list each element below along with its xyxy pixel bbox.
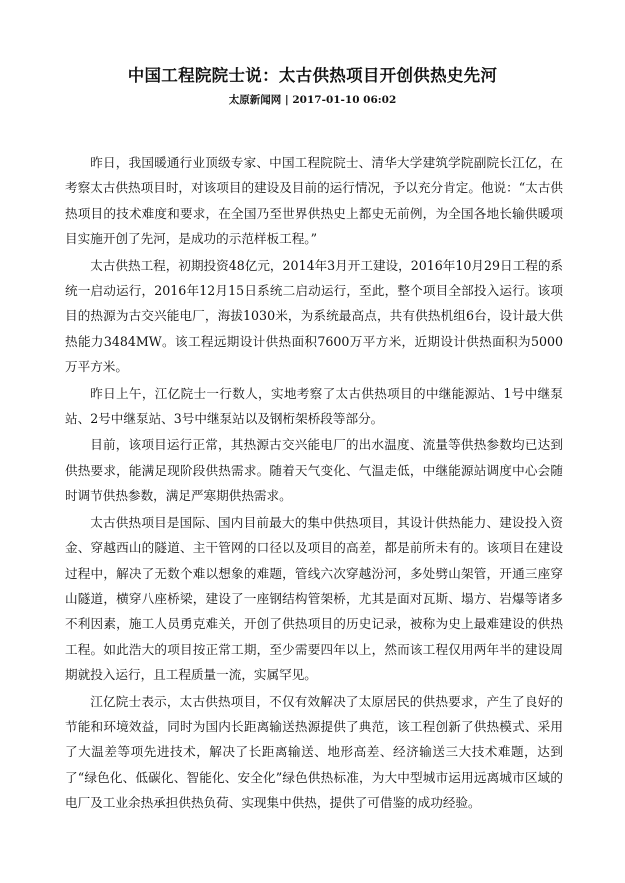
meta-separator: | [284,94,289,106]
paragraph-5: 太古供热项目是国际、国内目前最大的集中供热项目，其设计供热能力、建设投入资金、穿越西山的隧道、主干管网的口径以及项目的高差，都是前所未有的。该项目在建设过程中，解决了无数个难以想象的难题，管线六次穿越汾河，多处劈山架管，开通三座穿山隧道，横穿八座桥梁，建设了一座钢结构管架桥，尤其是面对瓦斯、塌方、岩爆等诸多不利因素，施工人员勇克难关，开创了供热项目的历史记录，被称为史上最难建设的供热工程。如此浩大的项目按正常工期，至少需要四年以上，然而该工程仅用两年半的建设周期就投入运行，且工程质量一流，实属罕见。 [65,514,563,683]
article-title: 中国工程院院士说：太古供热项目开创供热史先河 [127,66,498,85]
paragraph-3: 昨日上午，江亿院士一行数人，实地考察了太古供热项目的中继能源站、1号中继泵站、2号中继泵站、3号中继泵站以及钢桁架桥段等部分。 [65,385,563,427]
article-body [65,150,563,817]
paragraph-2: 太古供热工程，初期投资48亿元，2014年3月开工建设，2016年10月29日工程的系统一启动运行，2016年12月15日系统二启动运行，至此，整个项目全部投入运行。该项目的热源为古交兴能电厂，海拔1030米，为系统最高点，共有供热机组6台，设计最大供热能力3484MW。该工程远期设计供热面积7600万平方米，近期设计供热面积为5000万平方米。 [65,257,564,375]
article-meta [0,93,625,107]
paragraph-4: 目前，该项目运行正常，其热源古交兴能电厂的出水温度、流量等供热参数均已达到供热要求，能满足现阶段供热需求。随着天气变化、气温走低，中继能源站调度中心会随时调节供热参数，满足严寒期供热需求。 [65,437,563,504]
paragraph-6: 江亿院士表示，太古供热项目，不仅有效解决了太原居民的供热要求，产生了良好的节能和环境效益，同时为国内长距离输送热源提供了典范，该工程创新了供热模式、采用了大温差等项先进技术，解决了长距离输送、地形高差、经济输送三大技术难题，达到了“绿色化、低碳化、智能化、安全化”绿色供热标准，为大中型城市运用远离城市区域的电厂及工业余热承担供热负荷、实现集中供热，提供了可借鉴的成功经验。 [65,693,563,811]
article-source: 太原新闻网 [228,94,282,106]
paragraph-1: 昨日，我国暖通行业顶级专家、中国工程院院士、清华大学建筑学院副院长江亿，在考察太古供热项目时，对该项目的建设及目前的运行情况，予以充分肯定。他说：“太古供热项目的技术难度和要求，在全国乃至世界供热史上都史无前例，为全国各地长输供暖项目实施开创了先河，是成功的示范样板工程。” [65,155,563,247]
article-datetime: 2017-01-10 06:02 [292,94,397,106]
